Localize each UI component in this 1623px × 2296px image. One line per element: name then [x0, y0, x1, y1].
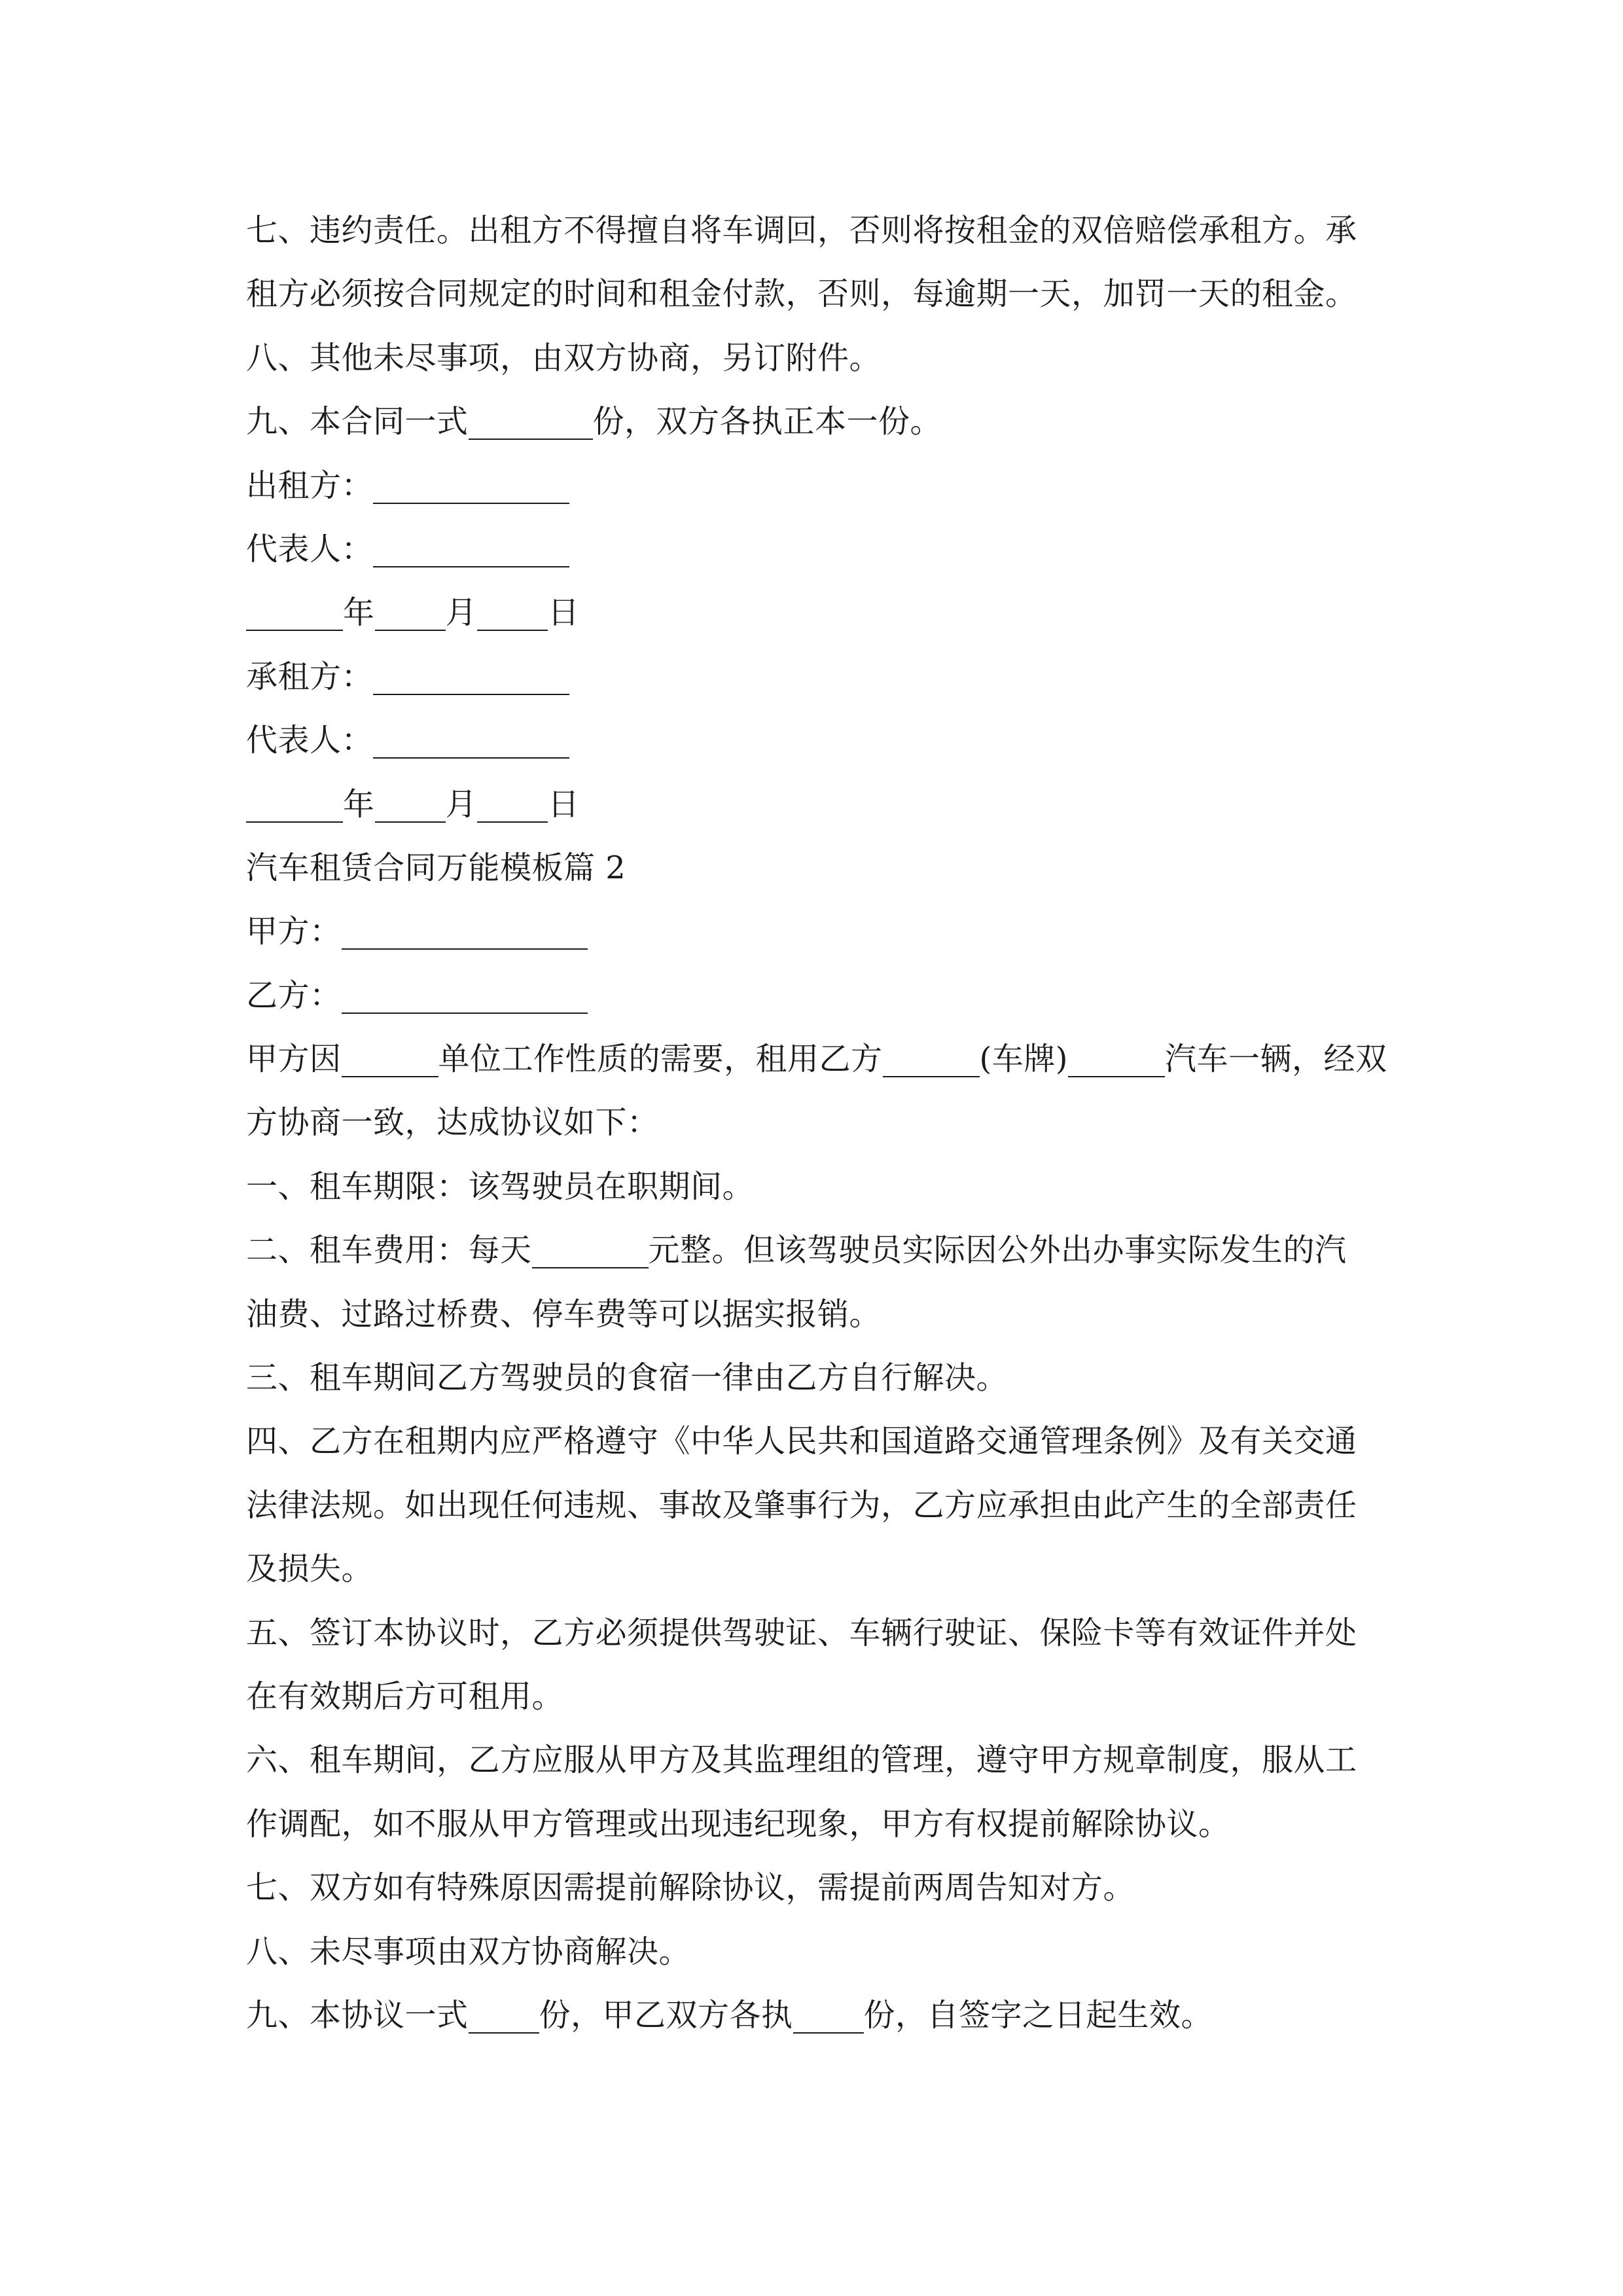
lessor-rep-blank[interactable]	[373, 531, 569, 567]
month-label: 月	[445, 785, 478, 823]
paragraph-line	[246, 1283, 1385, 1346]
year-label: 年	[343, 785, 375, 823]
paragraph-line	[246, 1091, 1385, 1155]
article-7-text: 七、双方如有特殊原因需提前解除协议，需提前两周告知对方。	[246, 1869, 1135, 1907]
article-1-text: 一、租车期限：该驾驶员在职期间。	[246, 1168, 755, 1205]
day-blank[interactable]	[477, 594, 548, 631]
party-a-blank[interactable]	[342, 913, 588, 950]
date-line	[246, 773, 1385, 836]
clause-9-text-b: 份，双方各执正本一份。	[592, 403, 942, 440]
paragraph-line	[246, 1856, 1385, 1920]
party-line	[246, 900, 1385, 963]
daily-fee-blank[interactable]	[532, 1232, 649, 1268]
date-line	[246, 581, 1385, 645]
year-label: 年	[343, 594, 375, 632]
paragraph-line	[246, 1665, 1385, 1729]
copies-blank[interactable]	[469, 403, 593, 440]
day-label: 日	[548, 785, 580, 823]
signature-line	[246, 454, 1385, 518]
template-2-title: 汽车租赁合同万能模板篇 2	[246, 849, 626, 886]
party-a-label: 甲方：	[246, 913, 342, 950]
plate-blank[interactable]	[883, 1041, 980, 1077]
article-2-text-a: 二、租车费用：每天	[246, 1232, 532, 1269]
article-9-text-b: 份，甲乙双方各执	[539, 1996, 793, 2034]
car-model-blank[interactable]	[1068, 1041, 1165, 1077]
article-5-text: 五、签订本协议时，乙方必须提供驾驶证、车辆行驶证、保险卡等有效证件并处	[246, 1614, 1357, 1651]
article-8-text: 八、未尽事项由双方协商解决。	[246, 1933, 691, 1970]
article-6-text: 六、租车期间，乙方应服从甲方及其监理组的管理，遵守甲方规章制度，服从工	[246, 1742, 1357, 1779]
month-blank[interactable]	[375, 786, 446, 823]
article-4-text-cont: 法律法规。如出现任何违规、事故及肇事行为，乙方应承担由此产生的全部责任	[246, 1486, 1357, 1524]
paragraph-line	[246, 1346, 1385, 1410]
clause-9-text-a: 九、本合同一式	[246, 403, 469, 440]
lessor-rep-label: 代表人：	[246, 530, 374, 567]
paragraph-line	[246, 1729, 1385, 1792]
paragraph-line	[246, 262, 1385, 326]
intro-text-b: 单位工作性质的需要，租用乙方	[438, 1041, 883, 1078]
year-blank[interactable]	[246, 786, 343, 823]
intro-text-cont: 方协商一致，达成协议如下：	[246, 1104, 659, 1141]
lessee-label: 承租方：	[246, 658, 374, 695]
month-blank[interactable]	[375, 594, 446, 631]
signature-line	[246, 645, 1385, 709]
article-9-text-a: 九、本协议一式	[246, 1996, 469, 2034]
article-3-text: 三、租车期间乙方驾驶员的食宿一律由乙方自行解决。	[246, 1359, 1008, 1397]
each-party-copies-blank[interactable]	[793, 1997, 864, 2034]
lessee-blank[interactable]	[373, 658, 569, 695]
section-heading	[246, 836, 1385, 900]
unit-blank[interactable]	[342, 1041, 438, 1077]
paragraph-line	[246, 1410, 1385, 1473]
document-body	[246, 199, 1385, 2047]
month-label: 月	[445, 594, 478, 632]
paragraph-line	[246, 1920, 1385, 1984]
paragraph-line	[246, 1219, 1385, 1282]
clause-7-text: 七、违约责任。出租方不得擅自将车调回，否则将按租金的双倍赔偿承租方。承	[246, 212, 1357, 249]
party-line	[246, 964, 1385, 1028]
paragraph-line	[246, 390, 1385, 454]
article-5-text-cont: 在有效期后方可租用。	[246, 1677, 564, 1715]
paragraph-line	[246, 1984, 1385, 2047]
paragraph-line	[246, 1155, 1385, 1219]
article-4-text: 四、乙方在租期内应严格遵守《中华人民共和国道路交通管理条例》及有关交通	[246, 1423, 1357, 1460]
lessor-label: 出租方：	[246, 467, 374, 504]
paragraph-line	[246, 1537, 1385, 1601]
article-6-text-cont: 作调配，如不服从甲方管理或出现违纪现象，甲方有权提前解除协议。	[246, 1805, 1230, 1842]
paragraph-line	[246, 1474, 1385, 1537]
party-b-blank[interactable]	[342, 977, 588, 1014]
signature-line	[246, 518, 1385, 581]
paragraph-line	[246, 199, 1385, 262]
year-blank[interactable]	[246, 594, 343, 631]
intro-text-d: 汽车一辆，经双	[1165, 1041, 1387, 1078]
clause-8-text: 八、其他未尽事项，由双方协商，另订附件。	[246, 339, 882, 376]
paragraph-line	[246, 1793, 1385, 1856]
paragraph-line	[246, 1602, 1385, 1665]
lessee-rep-label: 代表人：	[246, 722, 374, 759]
article-4-text-end: 及损失。	[246, 1551, 374, 1588]
article-2-text-b: 元整。但该驾驶员实际因公外出办事实际发生的汽	[648, 1232, 1347, 1269]
article-9-text-c: 份，自签字之日起生效。	[863, 1996, 1213, 2034]
party-b-label: 乙方：	[246, 977, 342, 1014]
lessee-rep-blank[interactable]	[373, 722, 569, 759]
day-blank[interactable]	[477, 786, 548, 823]
intro-text-c: (车牌)	[979, 1041, 1068, 1078]
paragraph-line	[246, 1028, 1385, 1091]
lessor-blank[interactable]	[373, 467, 569, 504]
agreement-copies-blank[interactable]	[469, 1997, 539, 2034]
intro-text-a: 甲方因	[246, 1041, 342, 1078]
signature-line	[246, 709, 1385, 772]
day-label: 日	[548, 594, 580, 632]
paragraph-line	[246, 327, 1385, 390]
clause-7-text-cont: 租方必须按合同规定的时间和租金付款，否则，每逾期一天，加罚一天的租金。	[246, 276, 1357, 313]
article-2-text-cont: 油费、过路过桥费、停车费等可以据实报销。	[246, 1295, 882, 1333]
